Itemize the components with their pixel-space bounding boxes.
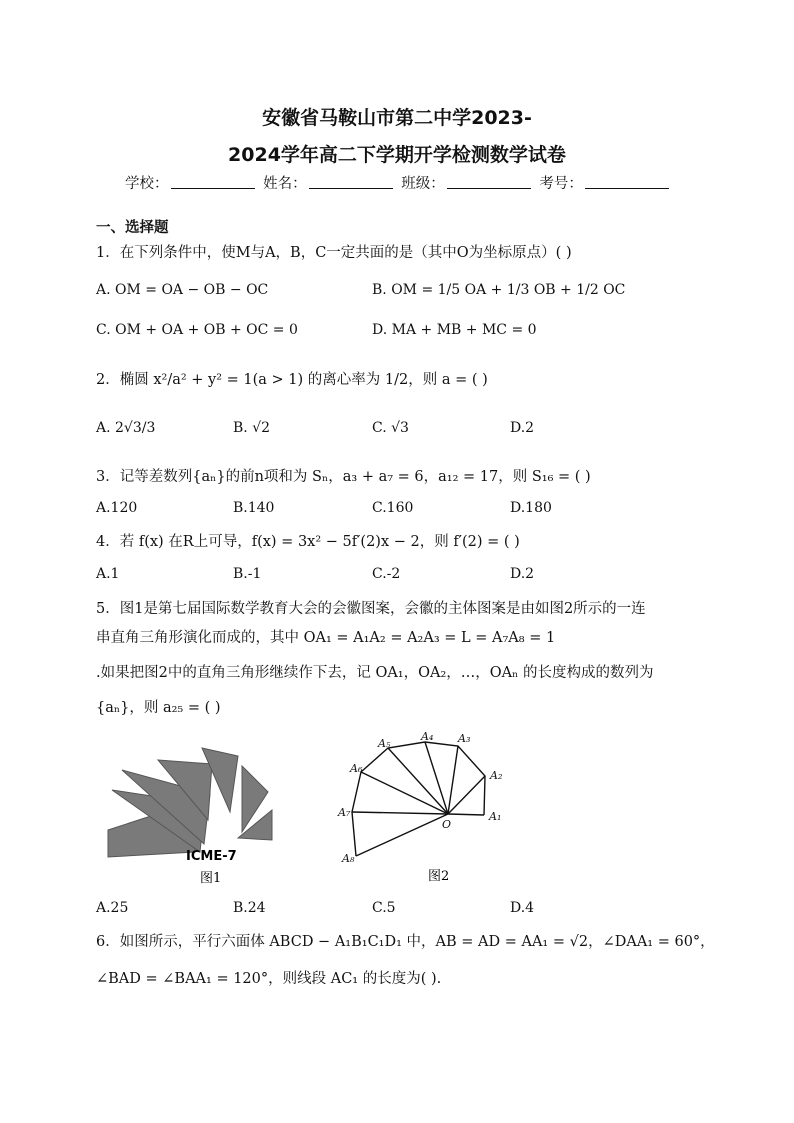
- fig2-label-a6: A₆: [350, 762, 363, 775]
- q3-option-a[interactable]: A.120: [96, 500, 138, 516]
- q5-option-d[interactable]: D.4: [510, 900, 535, 916]
- number-label: 考号：: [539, 176, 583, 192]
- fig2-spoke: [448, 746, 458, 814]
- class-field[interactable]: [447, 176, 531, 189]
- q3-option-d[interactable]: D.180: [510, 500, 552, 516]
- fig2-spoke: [352, 812, 448, 814]
- q6-line-2: ∠BAD = ∠BAA₁ = 120°，则线段 AC₁ 的长度为( ).: [96, 971, 442, 987]
- q5-option-c[interactable]: C.5: [372, 900, 396, 916]
- fig2-label-a1: A₁: [489, 810, 502, 823]
- q5-option-b[interactable]: B.24: [233, 900, 266, 916]
- q4-stem: 4．若 f(x) 在R上可导，f(x) = 3x² − 5f′(2)x − 2，则 f′(2) = ( ): [96, 534, 520, 550]
- q2-option-a[interactable]: A. 2√3/3: [96, 420, 156, 436]
- q1-option-b[interactable]: B. OM = 1/5 OA + 1/3 OB + 1/2 OC: [372, 282, 626, 298]
- q6-line-1: 6．如图所示，平行六面体 ABCD − A₁B₁C₁D₁ 中，AB = AD = AA₁ = √2，∠DAA₁ = 60°，: [96, 934, 715, 950]
- fig2-spoke: [448, 776, 485, 814]
- title-line-1: 安徽省马鞍山市第二中学2023-: [262, 107, 532, 129]
- q2-option-d[interactable]: D.2: [510, 420, 535, 436]
- q1-option-c[interactable]: C. OM + OA + OB + OC = 0: [96, 322, 298, 338]
- q5-line-1: 5．图1是第七届国际数学教育大会的会徽图案，会徽的主体图案是由如图2所示的一连: [96, 601, 646, 617]
- q5-line-3: .如果把图2中的直角三角形继续作下去，记 OA₁，OA₂，…，OAₙ 的长度构成的数列为: [96, 665, 654, 681]
- school-label: 学校：: [125, 176, 169, 192]
- q4-option-c[interactable]: C.-2: [372, 566, 401, 582]
- fig2-label-a3: A₃: [458, 732, 471, 745]
- fig2-spoke: [425, 742, 448, 814]
- q5-option-a[interactable]: A.25: [96, 900, 129, 916]
- fig2-label-a2: A₂: [490, 769, 503, 782]
- q2-stem: 2．椭圆 x²/a² + y² = 1(a > 1) 的离心率为 1/2，则 a = ( ): [96, 372, 488, 388]
- q4-option-b[interactable]: B.-1: [233, 566, 262, 582]
- fig2-spoke: [361, 772, 448, 814]
- figure-1-icme-logo: [100, 742, 280, 890]
- q2-option-c[interactable]: C. √3: [372, 420, 409, 436]
- info-line: [125, 172, 673, 193]
- q5-line-4: {aₙ}，则 a₂₅ = ( ): [96, 700, 221, 716]
- fig2-label-a4: A₄: [421, 732, 434, 743]
- fig2-label-a7: A₇: [338, 806, 351, 819]
- fig2-label-o: O: [442, 818, 452, 831]
- fig2-label-a5: A₅: [378, 737, 391, 750]
- section-heading: 一、选择题: [96, 220, 169, 236]
- figure-2-spiral-triangles: [330, 732, 520, 888]
- fig2-spoke: [448, 814, 484, 815]
- q2-option-b[interactable]: B. √2: [233, 420, 271, 436]
- fig1-caption: 图1: [200, 871, 222, 886]
- q5-line-2: 串直角三角形演化而成的，其中 OA₁ = A₁A₂ = A₂A₃ = L = A₇A₈ = 1: [96, 630, 556, 646]
- fig2-spoke: [388, 748, 448, 814]
- class-label: 班级：: [401, 176, 445, 192]
- q3-option-b[interactable]: B.140: [233, 500, 275, 516]
- q1-stem: 1．在下列条件中，使M与A，B，C一定共面的是（其中O为坐标原点）( ): [96, 245, 572, 261]
- fig1-label: ICME-7: [186, 849, 237, 864]
- number-field[interactable]: [585, 176, 669, 189]
- title-line-2: 2024学年高二下学期开学检测数学试卷: [228, 144, 566, 166]
- name-label: 姓名：: [263, 176, 307, 192]
- fig2-caption: 图2: [428, 869, 450, 884]
- school-field[interactable]: [171, 176, 255, 189]
- q4-option-d[interactable]: D.2: [510, 566, 535, 582]
- fig2-label-a8: A₈: [342, 852, 355, 865]
- fig2-spoke: [356, 814, 448, 856]
- q4-option-a[interactable]: A.1: [96, 566, 120, 582]
- name-field[interactable]: [309, 176, 393, 189]
- q1-option-a[interactable]: A. OM = OA − OB − OC: [96, 282, 269, 298]
- q3-option-c[interactable]: C.160: [372, 500, 414, 516]
- q3-stem: 3．记等差数列{aₙ}的前n项和为 Sₙ，a₃ + a₇ = 6，a₁₂ = 17，则 S₁₆ = ( ): [96, 469, 591, 485]
- q1-option-d[interactable]: D. MA + MB + MC = 0: [372, 322, 537, 338]
